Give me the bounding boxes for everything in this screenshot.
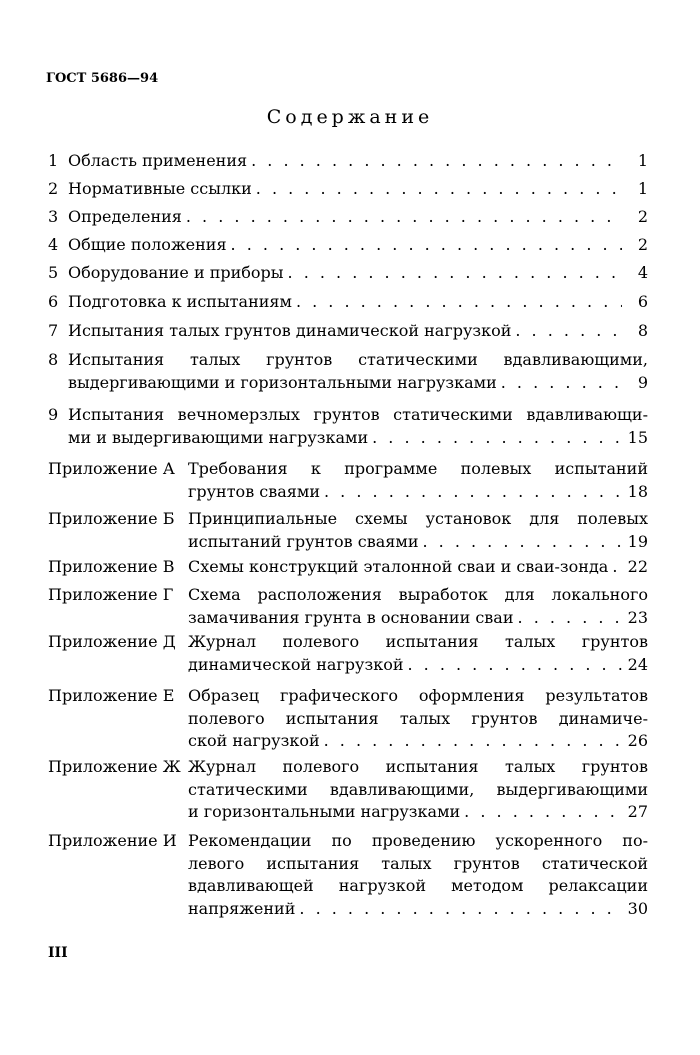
toc-entry-line: Принципиальные схемы установок для полевых xyxy=(188,509,648,528)
toc-appendix-label: Приложение Д xyxy=(48,632,176,651)
toc-entry-body xyxy=(188,685,648,753)
toc-page-number: 1 xyxy=(637,179,648,198)
toc-entry-line xyxy=(188,556,648,579)
dot-leader xyxy=(501,372,622,395)
toc-entry-line xyxy=(188,654,648,677)
toc-entry-line xyxy=(68,234,648,257)
toc-section-number: 9 xyxy=(48,405,59,424)
dot-leader xyxy=(186,206,622,229)
toc-entry-body xyxy=(188,756,648,824)
toc-page-number: 1 xyxy=(637,151,648,170)
toc-section-number: 6 xyxy=(48,292,59,311)
dot-leader xyxy=(256,178,622,201)
toc-entry-line xyxy=(68,262,648,285)
dot-leader xyxy=(422,531,622,554)
toc-entry-text: замачивания грунта в основании сваи xyxy=(188,607,514,627)
toc-entry-body xyxy=(68,262,648,285)
toc-entry-body xyxy=(188,584,648,629)
toc-entry-text: Общие положения xyxy=(68,235,227,254)
toc-entry-body xyxy=(68,178,648,201)
toc-entry-body xyxy=(68,404,648,449)
toc-section-number: 3 xyxy=(48,207,59,226)
toc-appendix-label: Приложение Б xyxy=(48,509,175,528)
dot-leader xyxy=(518,607,622,630)
document-code: ГОСТ 5686—94 xyxy=(46,71,159,86)
dot-leader xyxy=(296,291,622,314)
dot-leader xyxy=(464,801,622,824)
toc-entry-line: Журнал полевого испытания талых грунтов xyxy=(188,757,648,776)
toc-entry-line xyxy=(68,372,648,395)
dot-leader xyxy=(299,898,622,921)
toc-section-number: 5 xyxy=(48,263,59,282)
toc-entry-body xyxy=(68,206,648,229)
toc-entry-line xyxy=(188,481,648,504)
toc-entry-body xyxy=(68,320,648,343)
toc-entry-body xyxy=(188,556,648,579)
toc-appendix-label: Приложение В xyxy=(48,557,175,576)
toc-section-number: 1 xyxy=(48,151,59,170)
dot-leader xyxy=(288,262,622,285)
toc-entry-line: Испытания вечномерзлых грунтов статическими вдавливающи- xyxy=(68,405,648,424)
toc-entry-text: Испытания талых грунтов динамической нагрузкой xyxy=(68,321,512,340)
toc-entry-line xyxy=(188,898,648,921)
toc-entry-text: Нормативные ссылки xyxy=(68,179,252,198)
toc-entry-text: напряжений xyxy=(188,898,296,918)
toc-page-number: 2 xyxy=(637,207,648,226)
toc-entry-text: ской нагрузкой xyxy=(188,731,320,750)
toc-appendix-label: Приложение Е xyxy=(48,686,175,705)
toc-entry-text: и горизонтальными нагрузками xyxy=(188,802,461,821)
toc-page-number: 30 xyxy=(627,898,648,918)
toc-page-number: 22 xyxy=(627,557,648,576)
toc-entry-line xyxy=(68,291,648,314)
toc-page-number: 8 xyxy=(637,321,648,340)
toc-entry-body xyxy=(188,458,648,503)
toc-page-number: 24 xyxy=(627,654,648,674)
dot-leader xyxy=(251,150,622,173)
toc-entry-body xyxy=(188,631,648,676)
toc-entry-line xyxy=(188,531,648,554)
toc-section-number: 4 xyxy=(48,235,59,254)
toc-page-number: 23 xyxy=(627,607,648,627)
dot-leader xyxy=(612,556,622,579)
toc-entry-line: Испытания талых грунтов статическими вдавливающими, xyxy=(68,350,648,369)
toc-entry-text: Подготовка к испытаниям xyxy=(68,292,292,311)
toc-entry-text: испытаний грунтов сваями xyxy=(188,531,419,551)
toc-section-number: 8 xyxy=(48,350,59,369)
toc-entry-line xyxy=(68,178,648,201)
toc-entry-text: Оборудование и приборы xyxy=(68,263,284,282)
toc-entry-line xyxy=(188,607,648,630)
toc-entry-line xyxy=(68,150,648,173)
toc-entry-body xyxy=(188,830,648,920)
toc-entry-text: Область применения xyxy=(68,151,248,170)
toc-page-number: 9 xyxy=(637,372,648,392)
dot-leader xyxy=(231,234,622,257)
toc-page-number: 27 xyxy=(627,802,648,821)
toc-entry-body xyxy=(188,508,648,553)
toc-entry-line xyxy=(68,320,648,343)
page-number-roman: III xyxy=(48,945,68,961)
toc-entry-line: Схема расположения выработок для локального xyxy=(188,585,648,604)
toc-entry-line: Требования к программе полевых испытаний xyxy=(188,459,648,478)
toc-page-number: 4 xyxy=(637,263,648,282)
toc-page-number: 2 xyxy=(637,235,648,254)
toc-entry-text: динамической нагрузкой xyxy=(188,654,404,674)
toc-section-number: 2 xyxy=(48,179,59,198)
toc-entry-line xyxy=(68,427,648,450)
toc-appendix-label: Приложение Ж xyxy=(48,757,181,776)
dot-leader xyxy=(407,654,622,677)
toc-entry-body xyxy=(68,291,648,314)
toc-entry-line xyxy=(68,206,648,229)
toc-entry-text: Схемы конструкций эталонной сваи и сваи-зонда xyxy=(188,557,609,576)
toc-entry-line: левого испытания талых грунтов статической xyxy=(188,853,648,873)
toc-entry-line: вдавливающей нагрузкой методом релаксации xyxy=(188,876,648,895)
toc-entry-text: выдергивающими и горизонтальными нагрузками xyxy=(68,372,497,392)
toc-entry-line xyxy=(188,801,648,824)
page-title: Содержание xyxy=(266,106,434,128)
toc-entry-line xyxy=(188,730,648,753)
toc-page-number: 18 xyxy=(627,481,648,501)
toc-section-number: 7 xyxy=(48,321,59,340)
toc-entry-line: Рекомендации по проведению ускоренного по- xyxy=(188,831,648,850)
toc-entry-body xyxy=(68,349,648,394)
toc-entry-body xyxy=(68,150,648,173)
dot-leader xyxy=(324,730,622,753)
toc-appendix-label: Приложение И xyxy=(48,831,177,850)
toc-page-number: 6 xyxy=(637,292,648,311)
toc-page-number: 26 xyxy=(627,731,648,750)
toc-entry-body xyxy=(68,234,648,257)
toc-page-number: 15 xyxy=(627,427,648,447)
toc-entry-line: статическими вдавливающими, выдергивающими xyxy=(188,779,648,799)
toc-page-number: 19 xyxy=(627,531,648,551)
dot-leader xyxy=(372,427,622,450)
toc-entry-line: Журнал полевого испытания талых грунтов xyxy=(188,632,648,651)
toc-entry-line: Образец графического оформления результатов xyxy=(188,686,648,705)
toc-entry-line: полевого испытания талых грунтов динамиче- xyxy=(188,708,648,728)
dot-leader xyxy=(515,320,622,343)
toc-entry-text: ми и выдергивающими нагрузками xyxy=(68,427,369,447)
toc-entry-text: Определения xyxy=(68,207,182,226)
toc-entry-text: грунтов сваями xyxy=(188,481,320,501)
dot-leader xyxy=(324,481,622,504)
toc-appendix-label: Приложение А xyxy=(48,459,175,478)
toc-appendix-label: Приложение Г xyxy=(48,585,174,604)
